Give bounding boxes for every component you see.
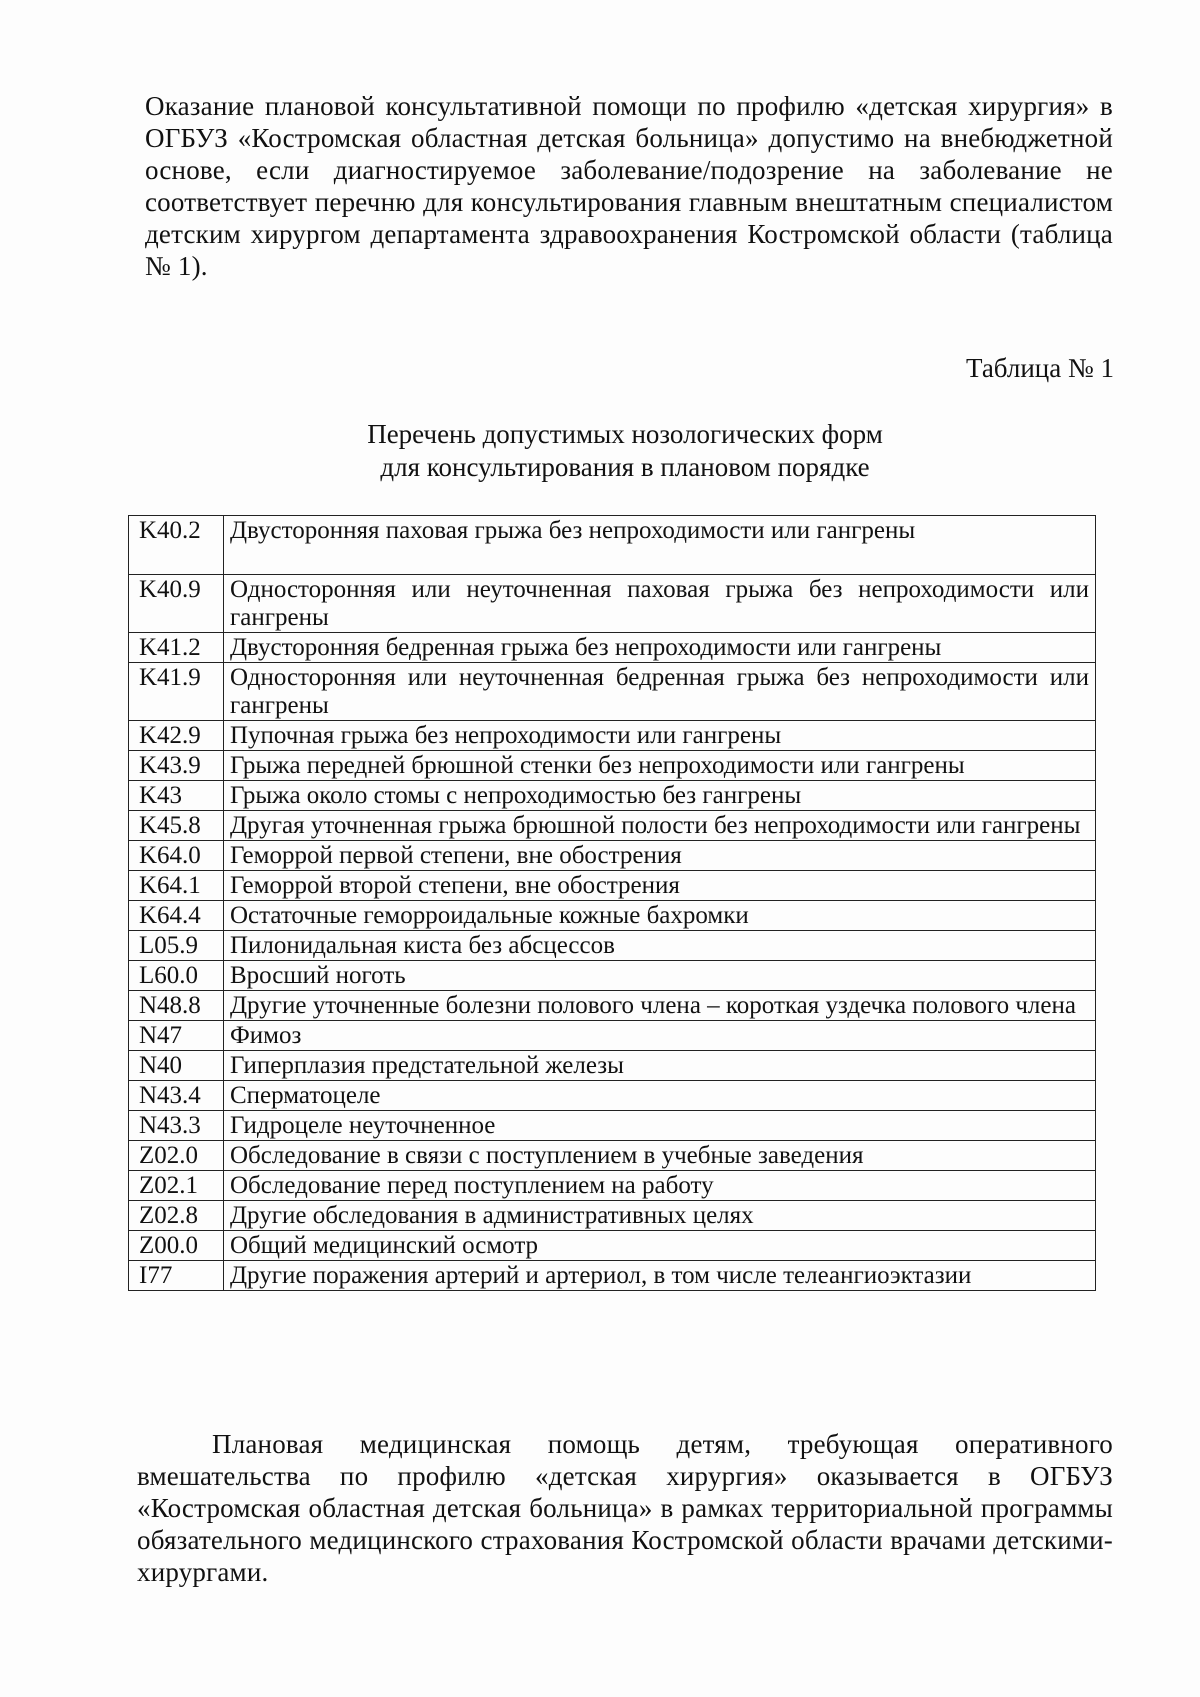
table-row [129,811,1096,841]
table-row [129,781,1096,811]
diagnosis-code: K40.9 [129,575,224,633]
table-row [129,663,1096,721]
table-row [129,991,1096,1021]
diagnosis-code: I77 [129,1261,224,1291]
diagnosis-description: Грыжа передней брюшной стенки без непроходимости или гангрены [224,751,1096,781]
table-row [129,721,1096,751]
diagnosis-code: K41.9 [129,663,224,721]
diagnosis-description: Другая уточненная грыжа брюшной полости без непроходимости или гангрены [224,811,1096,841]
diagnosis-code: K45.8 [129,811,224,841]
table-row [129,1201,1096,1231]
diagnosis-code: Z02.0 [129,1141,224,1171]
table-row [129,1081,1096,1111]
diagnosis-code: K42.9 [129,721,224,751]
diagnosis-description: Сперматоцеле [224,1081,1096,1111]
diagnosis-description: Общий медицинский осмотр [224,1231,1096,1261]
diagnosis-description: Другие уточненные болезни полового члена – короткая уздечка полового члена [224,991,1096,1021]
diagnosis-code: N47 [129,1021,224,1051]
table-row [129,1171,1096,1201]
table-row [129,575,1096,633]
table-row [129,1051,1096,1081]
diagnosis-code: Z02.8 [129,1201,224,1231]
diagnosis-description: Двусторонняя паховая грыжа без непроходимости или гангрены [224,516,1096,575]
diagnosis-description: Гиперплазия предстательной железы [224,1051,1096,1081]
diagnosis-description: Обследование в связи с поступлением в учебные заведения [224,1141,1096,1171]
diagnosis-code: K64.1 [129,871,224,901]
diagnosis-code: N40 [129,1051,224,1081]
diagnosis-description: Другие поражения артерий и артериол, в том числе телеангиоэктазии [224,1261,1096,1291]
nosology-table [128,515,1096,1291]
diagnosis-description: Пилонидальная киста без абсцессов [224,931,1096,961]
diagnosis-code: K43.9 [129,751,224,781]
table-row [129,516,1096,575]
table-row [129,1261,1096,1291]
table-row [129,901,1096,931]
table-row [129,931,1096,961]
table-row [129,841,1096,871]
diagnosis-code: Z02.1 [129,1171,224,1201]
table-row [129,751,1096,781]
table-title [130,418,1120,484]
diagnosis-code: N43.4 [129,1081,224,1111]
table-row [129,1231,1096,1261]
diagnosis-code: L05.9 [129,931,224,961]
table-title-line-1: Перечень допустимых нозологических форм [367,419,883,449]
outro-paragraph: Плановая медицинская помощь детям, требующая оперативного вмешательства по профилю «детская хирургия» оказывается в ОГБУЗ «Костромская областная детская больница» в рамках территориальной программы обязательного медицинского страхования Костромской области врачами детскими-хирургами. [137,1429,1113,1587]
diagnosis-code: K64.0 [129,841,224,871]
diagnosis-code: K41.2 [129,633,224,663]
table-row [129,1141,1096,1171]
diagnosis-description: Остаточные геморроидальные кожные бахромки [224,901,1096,931]
diagnosis-code: L60.0 [129,961,224,991]
diagnosis-code: K64.4 [129,901,224,931]
diagnosis-code: Z00.0 [129,1231,224,1261]
diagnosis-code: N48.8 [129,991,224,1021]
intro-paragraph: Оказание плановой консультативной помощи по профилю «детская хирургия» в ОГБУЗ «Костромская областная детская больница» допустимо на внебюджетной основе, если диагностируемое заболевание/подозрение на заболевание не соответствует перечню для консультирования главным внештатным специалистом детским хирургом департамента здравоохранения Костромской области (таблица № 1). [145,91,1113,281]
diagnosis-code: K43 [129,781,224,811]
table-row [129,633,1096,663]
table-row [129,1111,1096,1141]
diagnosis-description: Грыжа около стомы с непроходимостью без гангрены [224,781,1096,811]
table-row [129,1021,1096,1051]
diagnosis-description: Односторонняя или неуточненная бедренная грыжа без непроходимости или гангрены [224,663,1096,721]
diagnosis-description: Односторонняя или неуточненная паховая грыжа без непроходимости или гангрены [224,575,1096,633]
diagnosis-description: Геморрой второй степени, вне обострения [224,871,1096,901]
diagnosis-description: Гидроцеле неуточненное [224,1111,1096,1141]
diagnosis-description: Обследование перед поступлением на работу [224,1171,1096,1201]
diagnosis-description: Двусторонняя бедренная грыжа без непроходимости или гангрены [224,633,1096,663]
diagnosis-description: Пупочная грыжа без непроходимости или гангрены [224,721,1096,751]
diagnosis-description: Вросший ноготь [224,961,1096,991]
table-label: Таблица № 1 [966,353,1114,383]
table-row [129,871,1096,901]
diagnosis-description: Фимоз [224,1021,1096,1051]
table-row [129,961,1096,991]
diagnosis-description: Другие обследования в административных целях [224,1201,1096,1231]
diagnosis-code: N43.3 [129,1111,224,1141]
diagnosis-description: Геморрой первой степени, вне обострения [224,841,1096,871]
diagnosis-code: K40.2 [129,516,224,575]
table-title-line-2: для консультирования в плановом порядке [380,452,870,482]
